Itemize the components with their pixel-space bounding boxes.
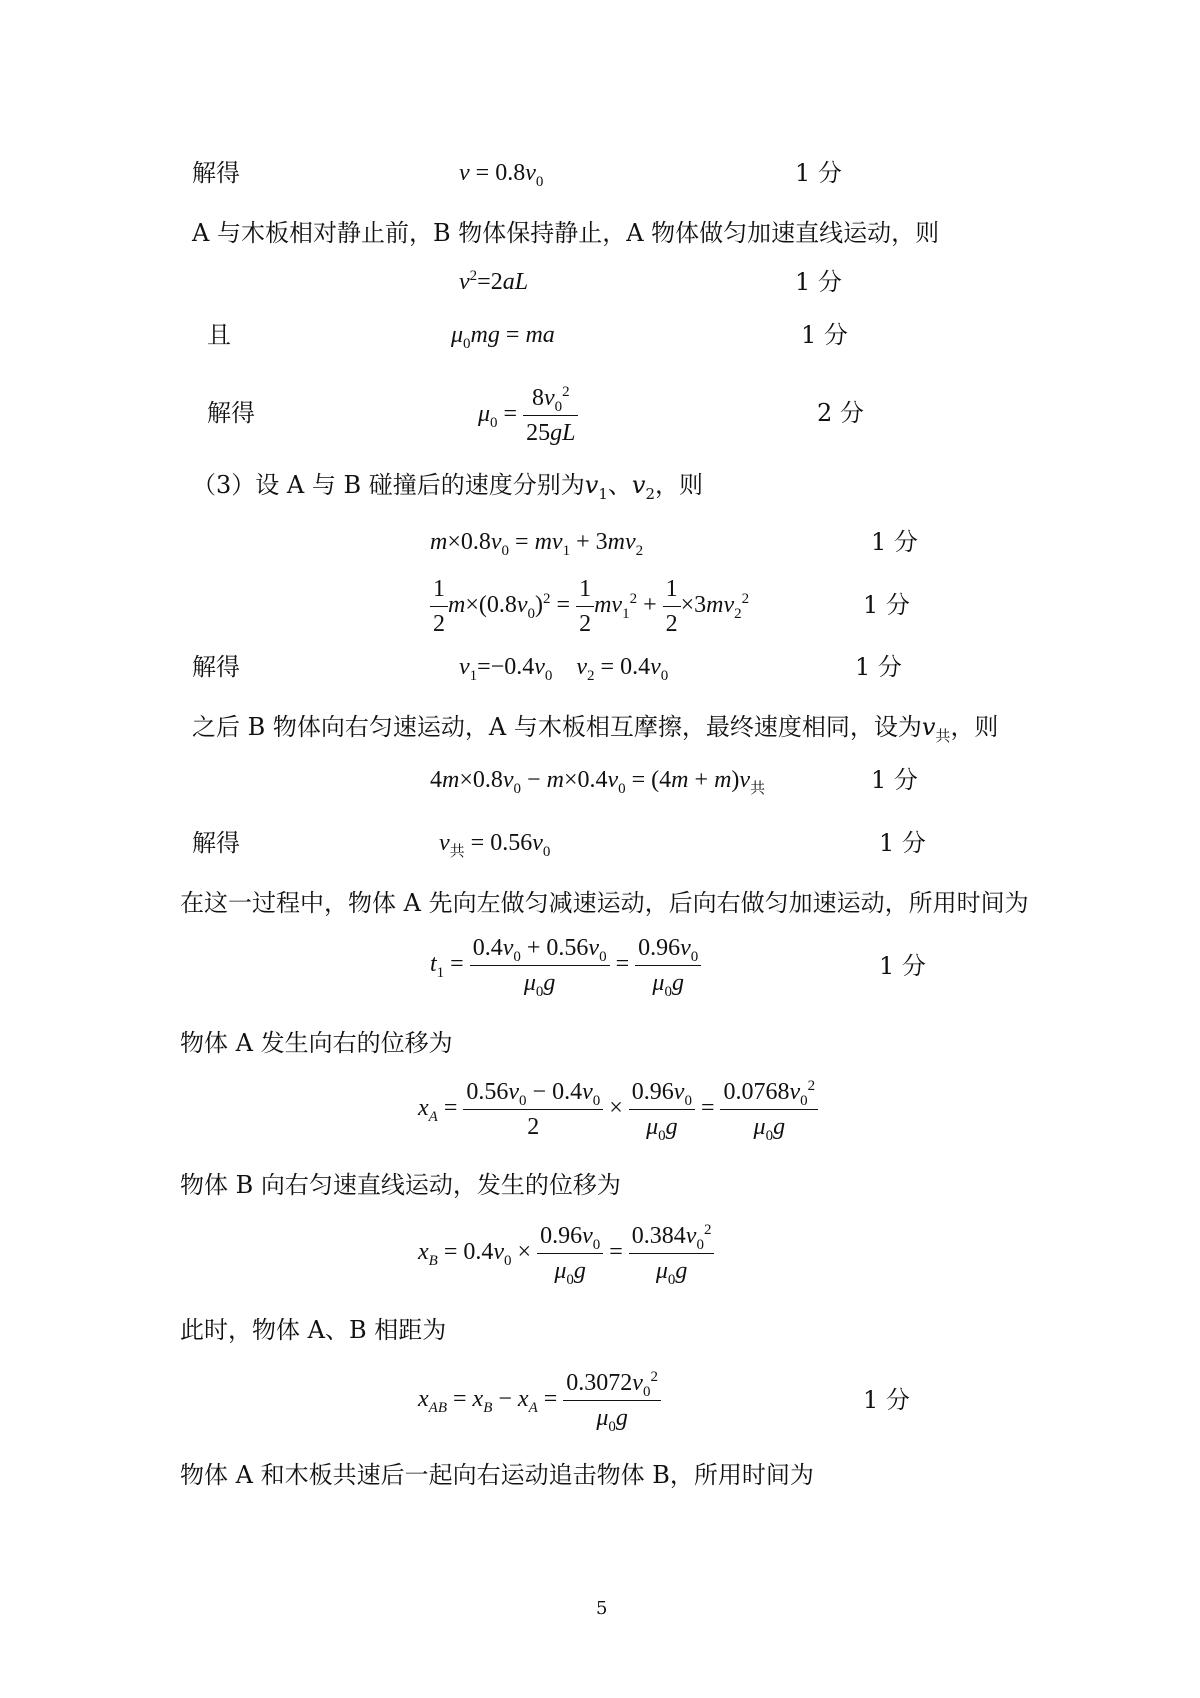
label-jiede-1: 解得 <box>192 159 240 187</box>
label-jiede-3: 解得 <box>192 653 240 681</box>
text-b-uniform: 之后 B 物体向右匀速运动，A 与木板相互摩擦，最终速度相同，设为$v_共$，则 <box>192 713 999 745</box>
text-ab-distance: 此时，物体 A、B 相距为 <box>180 1316 447 1344</box>
equation-t1: $t_1$ = $\frac{0.4v_0 + 0.56v_0}{\mu_0g}$ = $\frac{0.96v_0}{\mu_0g}$ <box>430 931 701 1000</box>
page-number: 5 <box>596 1598 608 1619</box>
equation-friction: $\mu_0mg$ = ma <box>451 322 555 352</box>
part3-text-b: 、 <box>607 471 632 499</box>
label-jiede-4: 解得 <box>192 829 240 857</box>
score-7: 1 分 <box>855 653 902 681</box>
b-uniform-text-b: ，则 <box>950 713 999 741</box>
score-8: 1 分 <box>871 766 918 794</box>
score-1: 1 分 <box>795 159 842 187</box>
text-process-time: 在这一过程中，物体 A 先向左做匀减速运动，后向右做匀加速运动，所用时间为 <box>180 889 1029 917</box>
text-a-relative-rest: A 与木板相对静止前，B 物体保持静止，A 物体做匀加速直线运动，则 <box>192 219 940 247</box>
b-uniform-text-a: 之后 B 物体向右匀速运动，A 与木板相互摩擦，最终速度相同，设为 <box>192 713 922 741</box>
equation-v1-v2: $v_1=-0.4v_0$ $v_2 = 0.4v_0$ <box>459 654 669 684</box>
score-5: 1 分 <box>871 528 918 556</box>
equation-xA: $x_A$ = $\frac{0.56v_0 - 0.4v_0}{2}$ × $\frac{0.96v_0}{\mu_0g}$ = $\frac{0.0768v_0^2}{\mu_0g}$ <box>418 1075 818 1144</box>
score-4: 2 分 <box>817 399 864 427</box>
text-chase-time: 物体 A 和木板共速后一起向右运动追击物体 B，所用时间为 <box>180 1461 814 1489</box>
equation-v-result: $v = 0.8v_0$ <box>459 160 544 190</box>
score-10: 1 分 <box>879 952 926 980</box>
text-b-displacement: 物体 B 向右匀速直线运动，发生的位移为 <box>180 1171 621 1199</box>
text-a-displacement: 物体 A 发生向右的位移为 <box>180 1029 453 1057</box>
score-9: 1 分 <box>879 829 926 857</box>
equation-energy: $\frac{1}{2}$ $m\times(0.8v_0)^2$ = $\frac{1}{2}$ $mv_1^2$ + $\frac{1}{2}$ $\times 3mv_2^2$ <box>430 572 749 641</box>
part3-text-a: （3）设 A 与 B 碰撞后的速度分别为 <box>192 471 585 499</box>
score-6: 1 分 <box>863 591 910 619</box>
score-3: 1 分 <box>801 321 848 349</box>
part3-text-c: ，则 <box>654 471 703 499</box>
equation-momentum: $m\times 0.8v_0 = mv_1 + 3mv_2$ <box>430 529 644 559</box>
equation-common-velocity: $4m\times 0.8v_0 - m\times 0.4v_0 = (4m + m)v_共$ <box>430 767 766 797</box>
text-part3-intro: （3）设 A 与 B 碰撞后的速度分别为$v_1$、$v_2$，则 <box>192 471 703 503</box>
equation-xAB: $x_{AB} = x_B - x_A$ = $\frac{0.3072v_0^2}{\mu_0g}$ <box>418 1366 661 1435</box>
score-11: 1 分 <box>863 1386 910 1414</box>
label-qie: 且 <box>207 321 231 349</box>
equation-mu0: $\mu_0$ = $\frac{8v_0^2}{25gL}$ <box>478 381 578 450</box>
equation-v-common-result: $v_共 = 0.56v_0$ <box>439 830 551 860</box>
label-jiede-2: 解得 <box>207 399 255 427</box>
equation-xB: $x_B = 0.4v_0$ × $\frac{0.96v_0}{\mu_0g}$ = $\frac{0.384v_0^2}{\mu_0g}$ <box>418 1219 714 1288</box>
score-2: 1 分 <box>795 268 842 296</box>
equation-v2-2aL: $v^2=2aL$ <box>459 268 529 295</box>
